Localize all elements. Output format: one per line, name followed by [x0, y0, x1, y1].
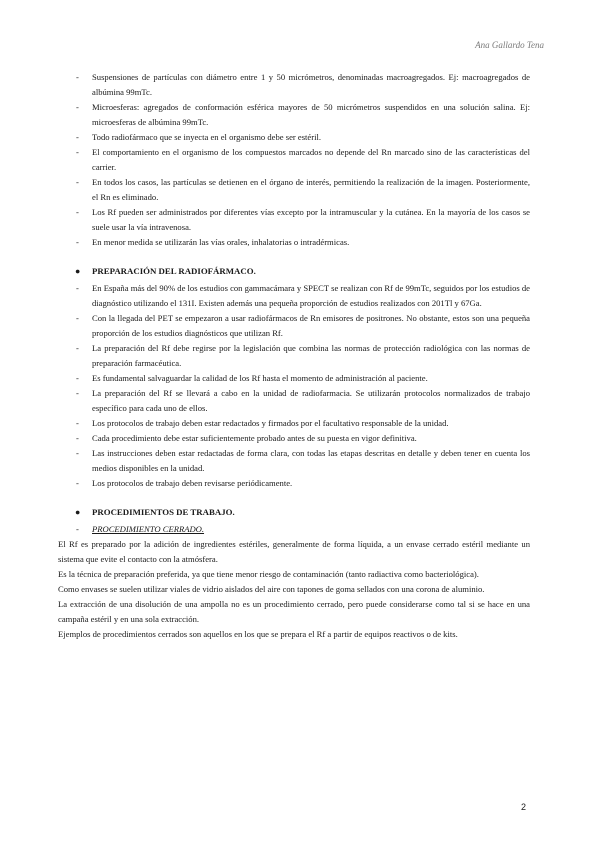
page-header-author: Ana Gallardo Tena	[475, 40, 544, 50]
preparacion-list	[72, 281, 530, 491]
list-item: - En todos los casos, las partículas se detienen en el órgano de interés, permitiendo la realización de la imagen. Posteriormente, el Rn es eliminado.	[72, 175, 530, 205]
list-item: - Es fundamental salvaguardar la calidad de los Rf hasta el momento de administración al paciente.	[72, 371, 530, 386]
list-item: - El comportamiento en el organismo de los compuestos marcados no depende del Rn marcado sino de las características del carrier.	[72, 145, 530, 175]
list-item: - Los Rf pueden ser administrados por diferentes vías excepto por la intramuscular y la cutánea. En la mayoría de los casos se suele usar la vía intravenosa.	[72, 205, 530, 235]
paragraph: El Rf es preparado por la adición de ingredientes estériles, generalmente de forma líquida, a un envase cerrado estéril mediante un sistema que evite el contacto con la atmósfera.	[58, 539, 530, 564]
list-item: - En España más del 90% de los estudios con gammacámara y SPECT se realizan con Rf de 99mTc, seguidos por los estudios de diagnóstico utilizando el 131I. Existen además una pequeña proporción de estudios realizados con 201Tl y 67Ga.	[72, 281, 530, 311]
paragraph: Ejemplos de procedimientos cerrados son aquellos en los que se prepara el Rf a partir de equipos reactivos o de kits.	[58, 629, 458, 639]
list-item: - Suspensiones de partículas con diámetro entre 1 y 50 micrómetros, denominadas macroagregados. Ej: macroagregados de albúmina 99mTc.	[72, 70, 530, 100]
list-item: - Cada procedimiento debe estar suficientemente probado antes de su puesta en vigor definitiva.	[72, 431, 530, 446]
list-item: - Los protocolos de trabajo deben estar redactados y firmados por el facultativo responsable de la unidad.	[72, 416, 530, 431]
paragraph: La extracción de una disolución de una ampolla no es un procedimiento cerrado, pero puede considerarse como tal si se hace en una campaña estéril y en una sola extracción.	[58, 599, 530, 624]
intro-list	[72, 70, 530, 250]
list-item: - En menor medida se utilizarán las vías orales, inhalatorias o intradérmicas.	[72, 235, 530, 250]
list-item: - Todo radiofármaco que se inyecta en el organismo debe ser estéril.	[72, 130, 530, 145]
paragraph: Como envases se suelen utilizar viales de vidrio aislados del aire con tapones de goma sellados con una corona de aluminio.	[58, 584, 485, 594]
section-title: PROCEDIMIENTOS DE TRABAJO.	[92, 507, 235, 517]
bullet-icon: ●	[75, 507, 81, 517]
section-heading-procedimientos	[72, 505, 530, 520]
list-item: - Las instrucciones deben estar redactadas de forma clara, con todas las etapas descritas en detalle y deben tener en cuenta los medios disponibles en la unidad.	[72, 446, 530, 476]
section-title: PREPARACIÓN DEL RADIOFÁRMACO.	[92, 266, 256, 276]
paragraph: Es la técnica de preparación preferida, ya que tiene menor riesgo de contaminación (tanto radiactiva como bacteriológica).	[58, 569, 479, 579]
list-item: - Microesferas: agregados de conformación esférica mayores de 50 micrómetros suspendidos en una solución salina. Ej: microesferas de albúmina 99mTc.	[72, 100, 530, 130]
list-item: - Con la llegada del PET se empezaron a usar radiofármacos de Rn emisores de positrones. No obstante, estos son una pequeña proporción de los estudios diagnósticos que utilizan Rf.	[72, 311, 530, 341]
section-heading-preparacion	[72, 264, 530, 279]
list-item: - La preparación del Rf se llevará a cabo en la unidad de radiofarmacia. Se utilizarán protocolos normalizados de trabajo específico para cada uno de ellos.	[72, 386, 530, 416]
document-body	[58, 70, 530, 642]
list-item: - La preparación del Rf debe regirse por la legislación que combina las normas de protección radiológica con las normas de preparación farmacéutica.	[72, 341, 530, 371]
list-item: - Los protocolos de trabajo deben revisarse periódicamente.	[72, 476, 530, 491]
page-number: 2	[520, 802, 526, 812]
bullet-icon: ●	[75, 266, 81, 276]
subheading-procedimiento-cerrado: - PROCEDIMIENTO CERRADO.	[72, 522, 530, 537]
